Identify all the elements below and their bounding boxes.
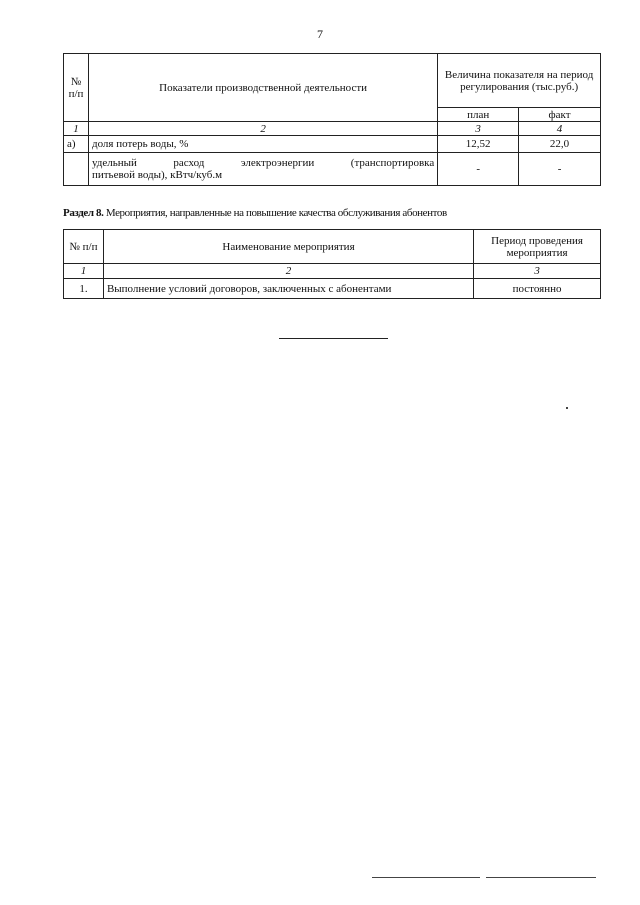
index-cell: 2: [103, 264, 473, 279]
table-header-row: [64, 230, 601, 264]
table-index-row: [64, 264, 601, 279]
row-fact: -: [519, 153, 601, 186]
section-title-text: Мероприятия, направленные на повышение качества обслуживания абонентов: [105, 207, 447, 219]
table-header-row: [64, 54, 601, 108]
bottom-scan-line: [372, 877, 480, 878]
section-8-title: [63, 207, 447, 219]
row-name: [88, 153, 437, 186]
page-number: 7: [317, 27, 323, 41]
end-separator-line: [279, 338, 388, 339]
table-row: [64, 153, 601, 186]
section-label: Раздел 8.: [63, 207, 104, 219]
index-cell: 3: [438, 122, 519, 136]
header-num: № п/п: [64, 54, 89, 122]
index-cell: 1: [64, 264, 104, 279]
header-num: № п/п: [64, 230, 104, 264]
row-name-line2: питьевой воды), кВтч/куб.м: [91, 169, 223, 181]
table-index-row: [64, 122, 601, 136]
header-period: Период проведения мероприятия: [474, 230, 601, 264]
production-indicators-table: [63, 53, 601, 186]
header-value-group: Величина показателя на период регулирования (тыс.руб.): [438, 54, 601, 108]
row-plan: 12,52: [438, 136, 519, 153]
table-row: [64, 136, 601, 153]
header-fact: факт: [519, 108, 601, 122]
header-name: Наименование мероприятия: [103, 230, 473, 264]
header-indicators: Показатели производственной деятельности: [88, 54, 437, 122]
customer-service-measures-table: [63, 229, 601, 299]
row-period: постоянно: [474, 279, 601, 299]
index-cell: 3: [474, 264, 601, 279]
index-cell: 1: [64, 122, 89, 136]
bottom-scan-line: [486, 877, 596, 878]
row-num: [64, 153, 89, 186]
row-num: 1.: [64, 279, 104, 299]
index-cell: 4: [519, 122, 601, 136]
header-plan: план: [438, 108, 519, 122]
row-name: Выполнение условий договоров, заключенных с абонентами: [103, 279, 473, 299]
row-name-line1: удельный расход электроэнергии (транспортировка: [91, 157, 435, 169]
row-fact: 22,0: [519, 136, 601, 153]
row-name: доля потерь воды, %: [88, 136, 437, 153]
table-row: [64, 279, 601, 299]
scan-speck: [566, 407, 568, 409]
index-cell: 2: [88, 122, 437, 136]
row-plan: -: [438, 153, 519, 186]
row-num: а): [64, 136, 89, 153]
